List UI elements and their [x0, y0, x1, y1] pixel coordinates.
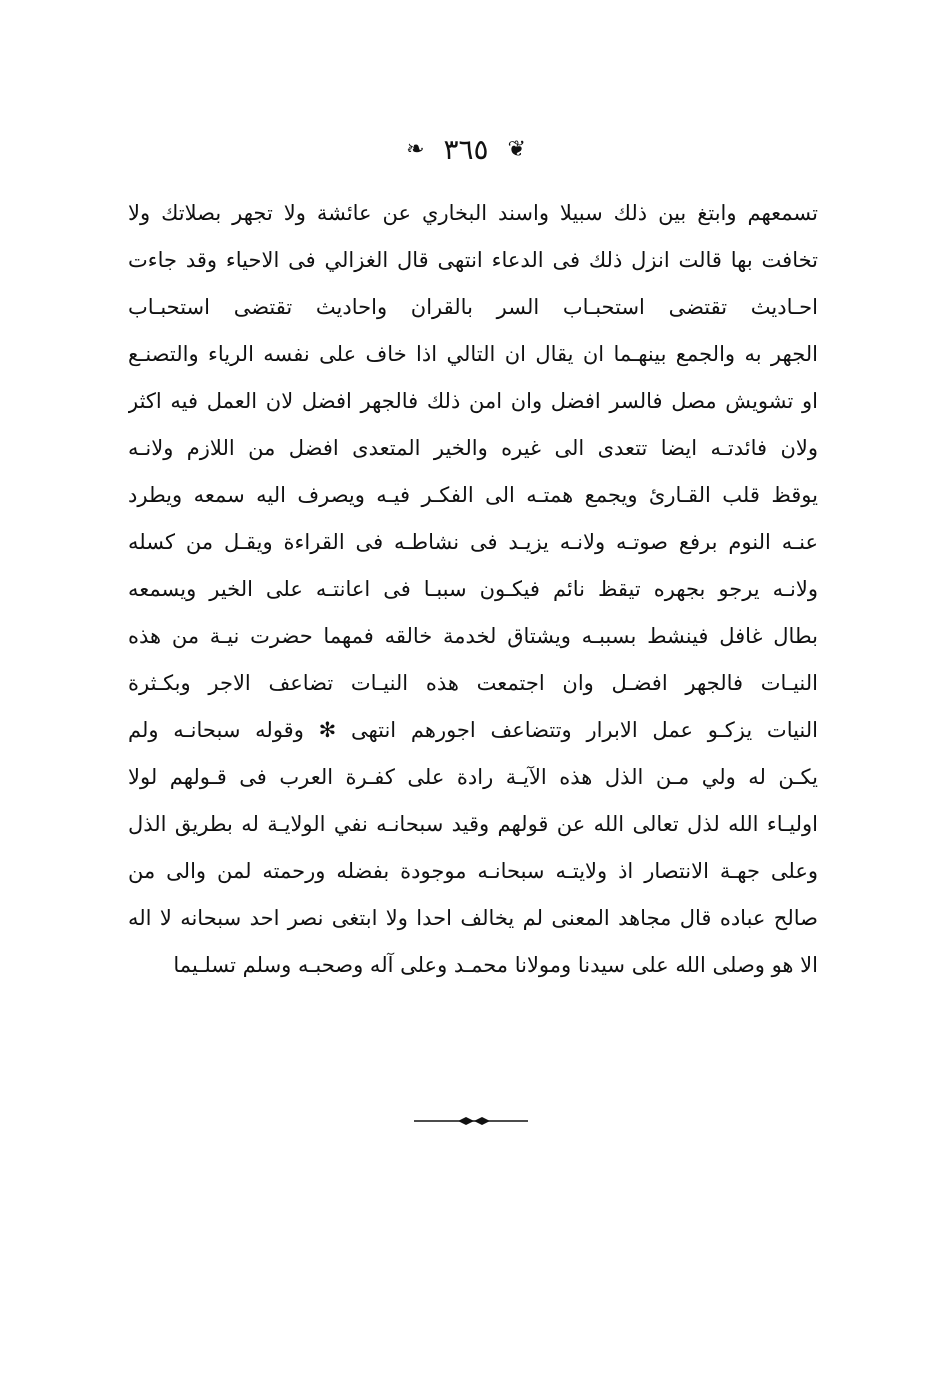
text-line: تسمعهم وابتغ بين ذلك سبيلا واسند البخاري عن عائشة ولا تجهر بصلاتك ولا	[128, 201, 818, 225]
text-line: او تشويش مصل فالسر افضل وان امن ذلك فالجهر افضل لان العمل فيه اكثر	[128, 389, 818, 413]
body-text	[128, 190, 818, 989]
ornament-right-icon: ❦	[507, 136, 526, 162]
end-ornament-rule	[414, 1116, 528, 1126]
text-line: وعلى جهـة الانتصار اذ ولايتـه سبحانـه موجودة بفضله ورحمته لمن والى من	[128, 859, 818, 883]
text-line: النيـات فالجهر افضـل وان اجتمعت هذه النيـات تضاعف الاجر وبكـثرة	[128, 671, 818, 695]
text-line: ولان فائدتـه ايضا تتعدى الى غيره والخير المتعدى افضل من اللازم ولانـه	[128, 436, 818, 460]
text-line: الجهر به والجمع بينهـما ان يقال ان التالي اذا خاف على نفسه الرياء والتصنـع	[128, 342, 818, 366]
text-line: اوليـاء الله لذل تعالى الله عن قولهم وقيد سبحانـه نفي الولايـة له بطريق الذل	[128, 812, 818, 836]
text-line: احـاديث تقتضى استحبـاب السر بالقران واحاديث تقتضى استحبـاب	[128, 295, 818, 319]
page-number: ٣٦٥	[443, 132, 489, 166]
text-line: ولانـه يرجو بجهره تيقظ نائم فيكـون سببـا فى اعانتـه على الخير ويسمعه	[128, 577, 818, 601]
text-line: تخافت بها قالت انزل ذلك فى الدعاء انتهى قال الغزالي فى الاحياء وقد جاءت	[128, 248, 818, 272]
text-line: عنـه النوم برفع صوتـه ولانـه يزيـد فى نشاطـه فى القراءة ويقـل من كسله	[128, 530, 818, 554]
text-line: صالح عباده قال مجاهد المعنى لم يخالف احدا ولا ابتغى نصر احد سبحانه لا اله	[128, 906, 818, 930]
ornament-left-icon: ❧	[406, 136, 425, 162]
text-line: يوقظ قلب القـارئ ويجمع همتـه الى الفكـر فيـه ويصرف اليه سمعه ويطرد	[128, 483, 818, 507]
text-line: الا هو وصلى الله على سيدنا ومولانا محمـد وعلى آله وصحبـه وسلم تسلـيما	[173, 953, 818, 977]
text-line: النيات يزكـو عمل الابرار وتتضاعف اجورهم انتهى ✻ وقوله سبحانـه ولم	[128, 718, 818, 742]
text-line: يكـن له ولي مـن الذل هذه الآيـة رادة على كفـرة العرب فى قـولهم لولا	[128, 765, 818, 789]
text-line: بطال غافل فينشط بسببـه ويشتاق لخدمة خالقه فمهما حضرت نيـة من هذه	[128, 624, 818, 648]
page-header	[0, 128, 932, 170]
